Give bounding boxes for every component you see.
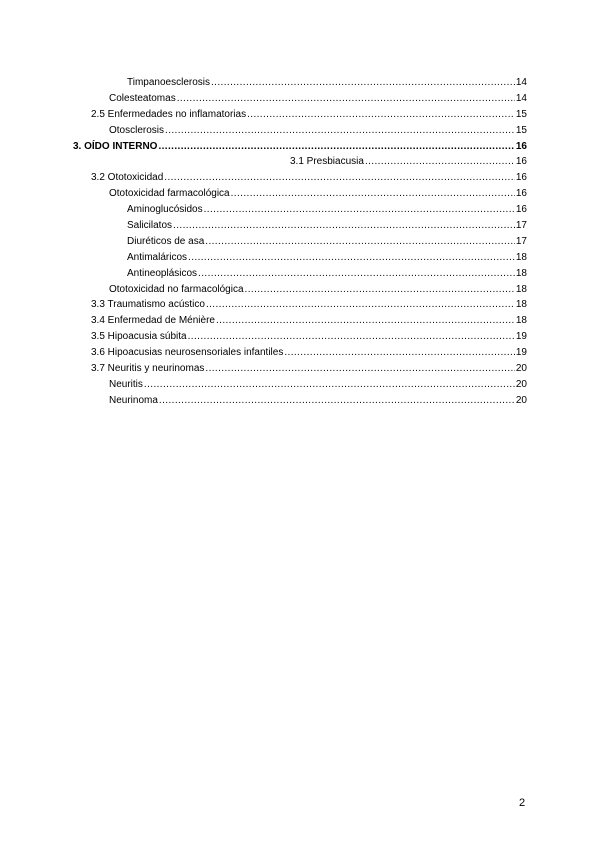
toc-entry[interactable] bbox=[73, 266, 527, 282]
dot-leader bbox=[164, 170, 515, 186]
dot-leader bbox=[188, 250, 515, 266]
dot-leader bbox=[198, 266, 515, 282]
toc-entry-page: 19 bbox=[515, 347, 527, 359]
toc-entry[interactable] bbox=[73, 393, 527, 409]
dot-leader bbox=[165, 123, 515, 139]
toc-entry-label: 2.5 Enfermedades no inflamatorias bbox=[91, 108, 247, 120]
dot-leader bbox=[204, 202, 515, 218]
toc-entry-page: 18 bbox=[515, 315, 527, 327]
toc-entry-label: Antimaláricos bbox=[127, 251, 188, 263]
toc-entry-label: Neurinoma bbox=[109, 394, 158, 406]
toc-entry-label: Otosclerosis bbox=[109, 124, 165, 136]
toc-entry-label: Salicilatos bbox=[127, 220, 173, 232]
dot-leader bbox=[245, 282, 515, 298]
toc-entry-label: 3. OÍDO INTERNO bbox=[73, 140, 158, 152]
toc-entry-label: Diuréticos de asa bbox=[127, 235, 205, 247]
dot-leader bbox=[205, 234, 515, 250]
dot-leader bbox=[365, 154, 515, 170]
toc-entry-page: 15 bbox=[515, 108, 527, 120]
toc-entry-label: Ototoxicidad farmacológica bbox=[109, 188, 230, 200]
toc-entry-label: 3.5 Hipoacusia súbita bbox=[91, 331, 187, 343]
toc-entry-label: Aminoglucósidos bbox=[127, 204, 203, 216]
toc-entry-page: 20 bbox=[515, 394, 527, 406]
toc-entry-page: 19 bbox=[515, 331, 527, 343]
dot-leader bbox=[211, 75, 515, 91]
toc-entry[interactable] bbox=[73, 186, 527, 202]
toc-entry-page: 14 bbox=[515, 77, 527, 88]
toc-entry-label: Colesteatomas bbox=[109, 92, 176, 104]
toc-entry[interactable] bbox=[73, 313, 527, 329]
toc-entry[interactable] bbox=[73, 234, 527, 250]
toc-entry[interactable] bbox=[73, 170, 527, 186]
toc-entry-label: Neuritis bbox=[109, 378, 143, 390]
toc-entry[interactable] bbox=[73, 297, 527, 313]
toc-entry-page: 16 bbox=[515, 204, 527, 216]
toc-entry[interactable] bbox=[73, 107, 527, 123]
dot-leader bbox=[284, 345, 515, 361]
page-number: 2 bbox=[519, 797, 526, 809]
toc-entry[interactable] bbox=[73, 154, 527, 170]
toc-entry-label: 3.2 Ototoxicidad bbox=[91, 172, 164, 184]
toc-entry-label: 3.3 Traumatismo acústico bbox=[91, 299, 205, 311]
toc-entry[interactable] bbox=[73, 123, 527, 139]
toc-entry-label: Timpanoesclerosis bbox=[127, 77, 210, 88]
toc-entry[interactable] bbox=[73, 361, 527, 377]
dot-leader bbox=[188, 329, 515, 345]
toc-entry-label: 3.6 Hipoacusias neurosensoriales infantiles bbox=[91, 347, 284, 359]
toc-entry-page: 14 bbox=[515, 92, 527, 104]
toc-entry-label: Ototoxicidad no farmacológica bbox=[109, 283, 244, 295]
toc-entry-label: 3.4 Enfermedad de Ménière bbox=[91, 315, 215, 327]
toc-entry-label: 3.1 Presbiacusia bbox=[290, 156, 364, 168]
dot-leader bbox=[173, 218, 515, 234]
toc-entry-page: 20 bbox=[515, 363, 527, 375]
toc-entry-page: 17 bbox=[515, 220, 527, 232]
toc-entry-page: 18 bbox=[515, 283, 527, 295]
toc-entry-page: 17 bbox=[515, 235, 527, 247]
toc-entry-label: 3.7 Neuritis y neurinomas bbox=[91, 363, 205, 375]
toc-entry[interactable] bbox=[73, 218, 527, 234]
dot-leader bbox=[247, 107, 515, 123]
toc-entry-page: 20 bbox=[515, 378, 527, 390]
toc-entry-page: 18 bbox=[515, 299, 527, 311]
toc-entry-page: 16 bbox=[515, 188, 527, 200]
dot-leader bbox=[205, 361, 514, 377]
dot-leader bbox=[144, 377, 515, 393]
toc-entry-page: 18 bbox=[515, 251, 527, 263]
table-of-contents bbox=[73, 75, 527, 409]
toc-entry[interactable] bbox=[73, 91, 527, 107]
dot-leader bbox=[158, 139, 514, 155]
toc-entry[interactable] bbox=[73, 250, 527, 266]
toc-entry-label: Antineoplásicos bbox=[127, 267, 198, 279]
toc-entry[interactable] bbox=[73, 202, 527, 218]
toc-entry-page: 15 bbox=[515, 124, 527, 136]
toc-entry[interactable] bbox=[73, 377, 527, 393]
toc-entry-page: 16 bbox=[515, 140, 527, 152]
toc-entry[interactable] bbox=[73, 329, 527, 345]
toc-entry-page: 16 bbox=[515, 156, 527, 168]
dot-leader bbox=[216, 313, 515, 329]
dot-leader bbox=[231, 186, 515, 202]
dot-leader bbox=[159, 393, 515, 409]
toc-entry[interactable] bbox=[73, 282, 527, 298]
toc-chapter-entry[interactable] bbox=[73, 139, 527, 155]
toc-entry[interactable] bbox=[73, 75, 527, 91]
dot-leader bbox=[206, 297, 515, 313]
dot-leader bbox=[177, 91, 515, 107]
toc-entry-page: 16 bbox=[515, 172, 527, 184]
toc-entry-page: 18 bbox=[515, 267, 527, 279]
toc-entry[interactable] bbox=[73, 345, 527, 361]
